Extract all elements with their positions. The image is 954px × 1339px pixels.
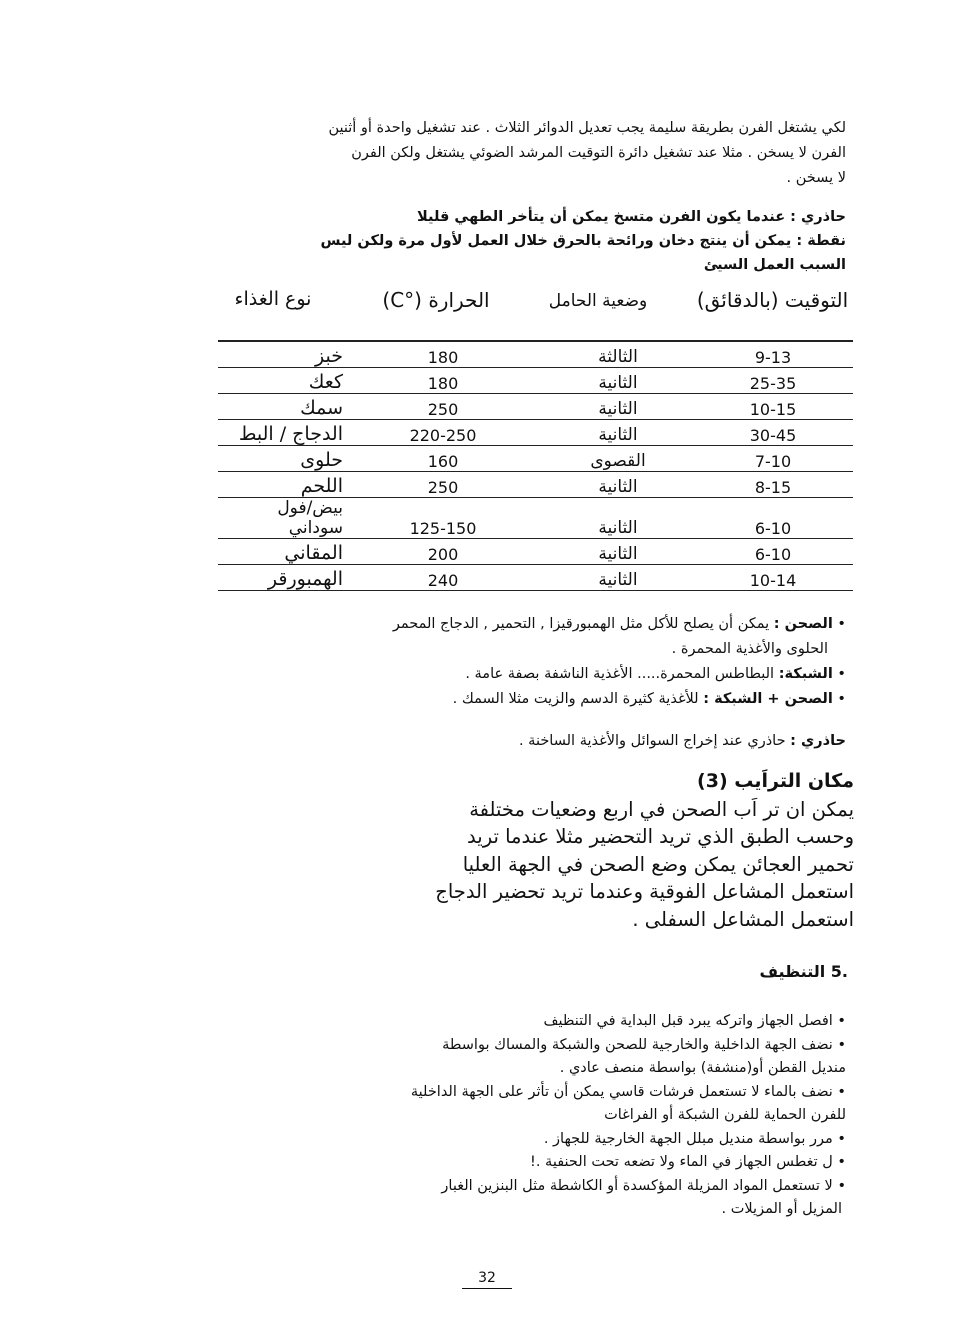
shelf-position-section bbox=[294, 768, 854, 933]
list-item-continuation: المزيل أو المزيلات . bbox=[721, 1201, 842, 1217]
shelf-cell: القصوى bbox=[543, 446, 693, 472]
table-row bbox=[218, 420, 853, 446]
food-cell: خبز bbox=[218, 341, 343, 368]
time-cell: 25-35 bbox=[693, 368, 853, 394]
time-cell: 9-13 bbox=[693, 341, 853, 368]
intro-line: لا يسخن . bbox=[786, 170, 846, 186]
shelf-cell: الثانية bbox=[543, 472, 693, 498]
list-item: • لا تستعمل المواد المزيلة المؤكسدة أو الكاشطة مثل البنزين الغبار bbox=[441, 1177, 846, 1194]
header-food: نوع الغذاء bbox=[234, 288, 312, 310]
shelf-cell: الثالثة bbox=[543, 341, 693, 368]
section-line: تحمير العجائن يمكن وضع الصحن في الجهة العليا bbox=[462, 852, 854, 876]
section-heading: مكان التراَيب (3) bbox=[697, 770, 854, 792]
time-cell: 6-10 bbox=[693, 498, 853, 539]
food-cell: سمك bbox=[218, 394, 343, 420]
list-item: • نضف بالماء لا تستعمل فرشات قاسي يمكن أن تأثر على الجهة الداخلية bbox=[410, 1083, 846, 1100]
header-time: التوقيت (بالدقائق) bbox=[696, 288, 849, 312]
warning-line: نقطة : يمكن أن ينتج دخان ورائحة بالحرق خلال العمل لأول مرة ولكن ليس bbox=[320, 233, 846, 249]
temp-cell: 200 bbox=[343, 539, 543, 565]
table-header bbox=[218, 288, 853, 328]
header-temp: الحرارة (°C) bbox=[382, 288, 490, 312]
list-item: • مرر بواسطة منديل مبلل الجهة الخارجية للجهاز . bbox=[543, 1130, 846, 1147]
warning-note bbox=[286, 205, 846, 277]
table-row bbox=[218, 565, 853, 591]
section-line: يمكن ان تر اَب الصحن في اربع وضعيات مختلفة bbox=[469, 797, 854, 821]
shelf-cell: الثانية bbox=[543, 565, 693, 591]
tray-grill-text: للأغذية كثيرة الدسم والزيت مثلا السمك . bbox=[452, 691, 699, 707]
intro-line: الفرن لا يسخن . مثلا عند تشغيل دائرة التوقيت المرشد الضوئي يشتغل ولكن الفرن bbox=[351, 145, 846, 161]
accessory-uses bbox=[306, 612, 846, 712]
caution-note bbox=[326, 733, 846, 749]
table-row bbox=[218, 472, 853, 498]
food-cell: الهمبورقر bbox=[218, 565, 343, 591]
table-row bbox=[218, 341, 853, 368]
page-number: 32 bbox=[462, 1270, 512, 1289]
temp-cell: 160 bbox=[343, 446, 543, 472]
food-cell: بيض/فول سوداني bbox=[218, 498, 343, 539]
table-row bbox=[218, 498, 853, 539]
list-item: • الصحن : يمكن أن يصلح للأكل مثل الهمبورقيزا , التحمير , الدجاج المحمر bbox=[392, 616, 846, 632]
section-line: استعمل المشاعل الفوقية وعندما تريد تحضير الدجاج bbox=[435, 880, 854, 903]
list-item: • الشبكة: البطاطس المحمرة..... الأغذية الناشفة بصفة عامة . bbox=[465, 666, 846, 682]
time-cell: 6-10 bbox=[693, 539, 853, 565]
cleaning-list bbox=[286, 1010, 846, 1222]
caution-text: حاذري عند إخراج السوائل والأغذية الساخنة . bbox=[518, 733, 786, 749]
warning-line: حاذري : عندما يكون الفرن متسخ يمكن أن يتأخر الطهي قليلا bbox=[417, 209, 846, 225]
temp-cell: 180 bbox=[343, 341, 543, 368]
intro-paragraph bbox=[266, 116, 846, 191]
table-row bbox=[218, 539, 853, 565]
header-shelf: وضعية الحامل bbox=[548, 291, 648, 311]
intro-line: لكي يشتغل الفرن بطريقة سليمة يجب تعديل الدوائر الثلاث . عند تشغيل واحدة أو أثنين bbox=[328, 120, 846, 136]
shelf-cell: الثانية bbox=[543, 498, 693, 539]
shelf-cell: الثانية bbox=[543, 368, 693, 394]
time-cell: 10-14 bbox=[693, 565, 853, 591]
section-line: استعمل المشاعل السفلى . bbox=[632, 907, 854, 931]
section-line: وحسب الطبق الذي تريد التحضير مثلا عندما تريد bbox=[467, 825, 854, 848]
shelf-cell: الثانية bbox=[543, 420, 693, 446]
food-cell: الدجاج / البط bbox=[218, 420, 343, 446]
tray-text: يمكن أن يصلح للأكل مثل الهمبورقيزا , التحمير , الدجاج المحمر bbox=[392, 616, 770, 632]
cooking-table bbox=[218, 340, 853, 591]
temp-cell: 180 bbox=[343, 368, 543, 394]
grill-label: الشبكة: bbox=[778, 666, 833, 682]
grill-text: البطاطس المحمرة..... الأغذية الناشفة بصفة عامة . bbox=[465, 666, 775, 682]
temp-cell: 250 bbox=[343, 394, 543, 420]
list-item-continuation: الحلوى والأغذية المحمرة . bbox=[671, 641, 828, 657]
food-cell: كعك bbox=[218, 368, 343, 394]
temp-cell: 125-150 bbox=[343, 498, 543, 539]
temp-cell: 220-250 bbox=[343, 420, 543, 446]
temp-cell: 240 bbox=[343, 565, 543, 591]
list-item: • نضف الجهة الداخلية والخارجية للصحن والشبكة والمساك بواسطة bbox=[442, 1036, 846, 1053]
food-cell: اللحم bbox=[218, 472, 343, 498]
tray-grill-label: الصحن + الشبكة : bbox=[703, 691, 833, 707]
tray-label: الصحن : bbox=[773, 616, 833, 632]
list-item-continuation: للفرن الحماية للفرن الشبكة أو الفراغات bbox=[604, 1107, 846, 1123]
list-item: • ل تغطس الجهاز في الماء ولا تضعه تحت الحنفية .! bbox=[530, 1154, 846, 1170]
table-row bbox=[218, 394, 853, 420]
table-row bbox=[218, 446, 853, 472]
cleaning-heading: .5 التنظيف bbox=[759, 962, 848, 981]
list-item: • الصحن + الشبكة : للأغذية كثيرة الدسم والزيت مثلا السمك . bbox=[452, 691, 846, 707]
time-cell: 8-15 bbox=[693, 472, 853, 498]
table-row bbox=[218, 368, 853, 394]
food-cell: حلوى bbox=[218, 446, 343, 472]
time-cell: 7-10 bbox=[693, 446, 853, 472]
temp-cell: 250 bbox=[343, 472, 543, 498]
shelf-cell: الثانية bbox=[543, 394, 693, 420]
warning-line: السبب العمل السيئ bbox=[703, 257, 846, 273]
food-cell: المقاني bbox=[218, 539, 343, 565]
shelf-cell: الثانية bbox=[543, 539, 693, 565]
list-item-continuation: منديل القطن أو(منشفة) بواسطة منصف عادي . bbox=[559, 1060, 846, 1076]
time-cell: 30-45 bbox=[693, 420, 853, 446]
list-item: • افصل الجهاز واتركه يبرد قبل البداية في التنظيف bbox=[543, 1013, 846, 1029]
caution-label: حاذري : bbox=[790, 733, 846, 749]
time-cell: 10-15 bbox=[693, 394, 853, 420]
